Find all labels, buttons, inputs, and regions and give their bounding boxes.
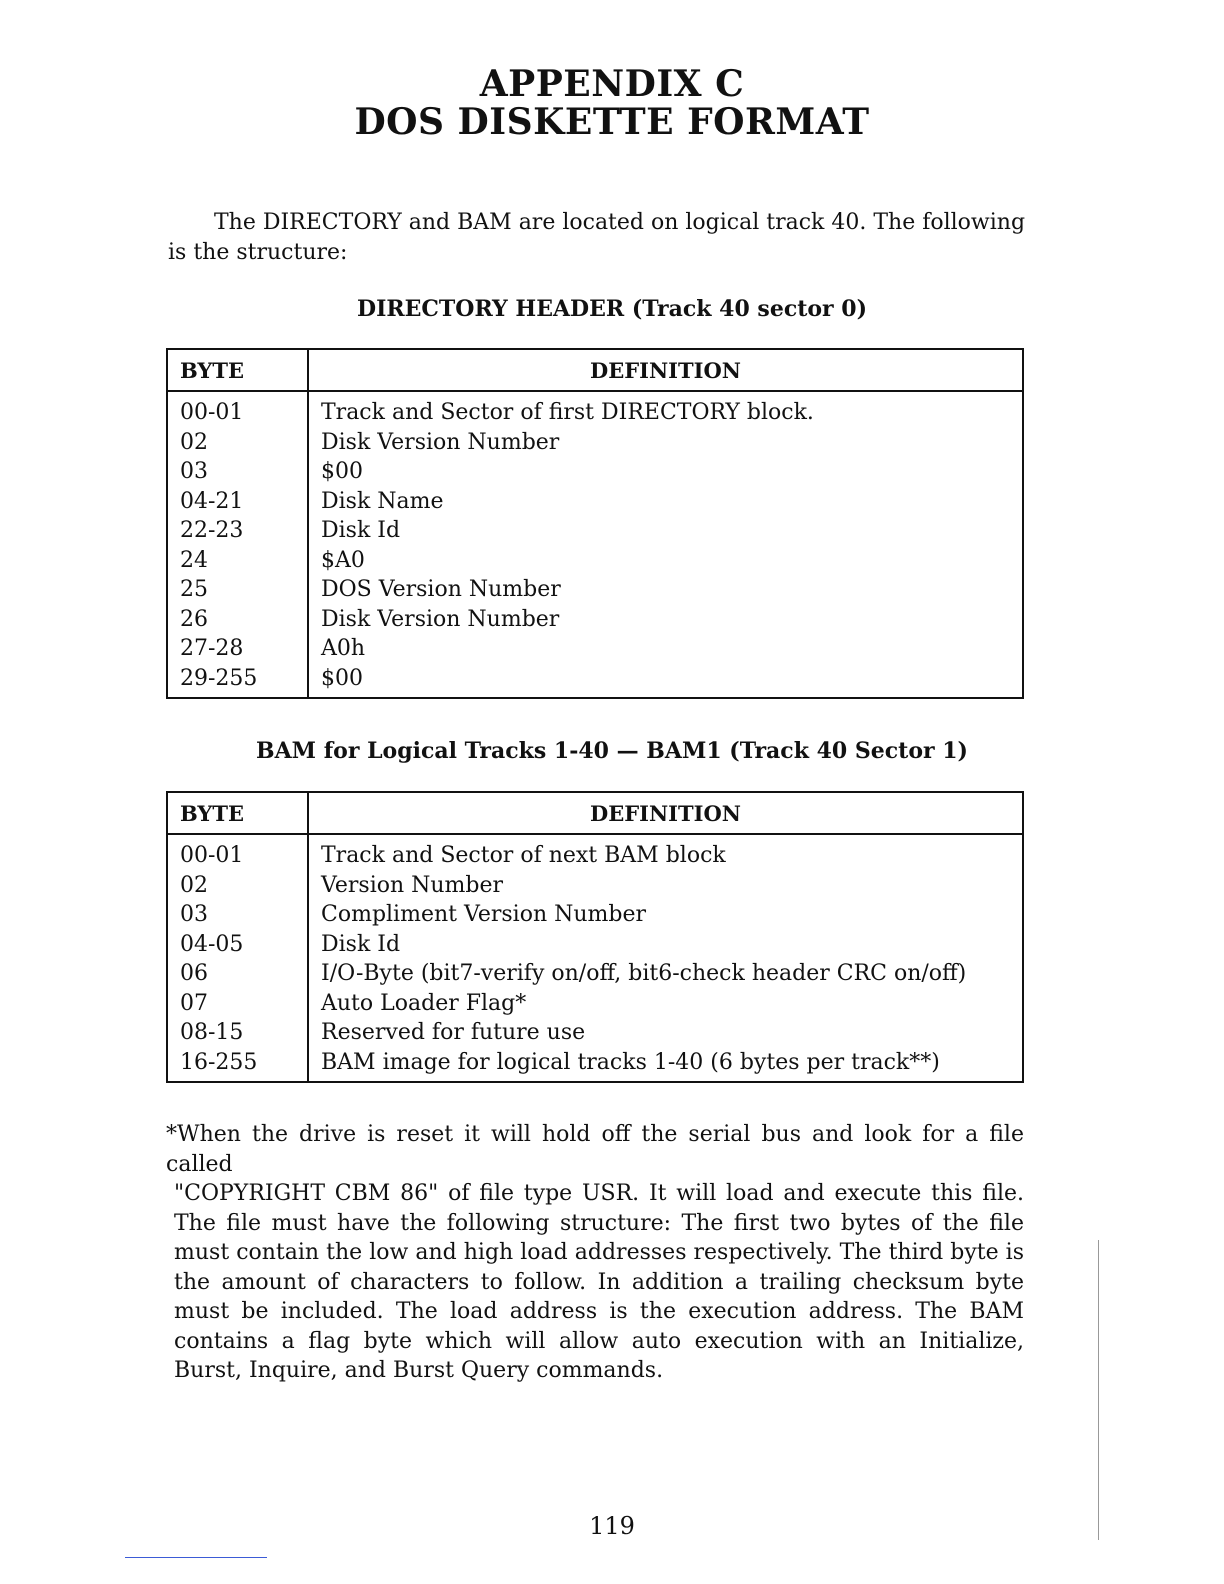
byte-cell: 02	[180, 872, 208, 898]
directory-header-caption: DIRECTORY HEADER (Track 40 sector 0)	[356, 296, 868, 322]
column-header-byte: BYTE	[167, 792, 308, 834]
definition-cell: Track and Sector of next BAM block	[308, 834, 1023, 871]
definition-cell: Compliment Version Number	[308, 900, 1023, 930]
scan-edge-line	[125, 1557, 267, 1558]
byte-cell: 27-28	[180, 636, 244, 662]
table-row	[167, 664, 1023, 699]
byte-cell: 16-255	[180, 1049, 258, 1075]
table-row	[167, 487, 1023, 517]
definition-cell: $A0	[308, 546, 1023, 576]
table-row	[167, 871, 1023, 901]
intro-paragraph: The DIRECTORY and BAM are located on logical track 40. The following is the structure:	[168, 210, 1026, 265]
byte-cell: 22-23	[180, 518, 244, 544]
byte-cell: 04-05	[180, 931, 244, 957]
table-row	[167, 457, 1023, 487]
table-row	[167, 634, 1023, 664]
byte-cell: 07	[180, 990, 208, 1016]
definition-cell: Disk Version Number	[308, 428, 1023, 458]
definition-cell: $00	[308, 664, 1023, 699]
table-row	[167, 834, 1023, 871]
byte-cell: 00-01	[180, 400, 244, 426]
byte-cell: 03	[180, 902, 208, 928]
column-header-definition: DEFINITION	[308, 349, 1023, 391]
table-row	[167, 605, 1023, 635]
table-row	[167, 930, 1023, 960]
definition-cell: BAM image for logical tracks 1-40 (6 bytes per track**)	[308, 1048, 1023, 1083]
byte-cell: 04-21	[180, 488, 244, 514]
directory-header-table	[166, 348, 1024, 699]
definition-cell: Auto Loader Flag*	[308, 989, 1023, 1019]
table-row	[167, 959, 1023, 989]
footnote-marker: *	[166, 1122, 177, 1147]
definition-cell: DOS Version Number	[308, 575, 1023, 605]
table-row	[167, 428, 1023, 458]
table-header-row	[167, 349, 1023, 391]
table-row	[167, 546, 1023, 576]
table-row	[167, 391, 1023, 428]
byte-cell: 25	[180, 577, 208, 603]
definition-cell: I/O-Byte (bit7-verify on/off, bit6-check header CRC on/off)	[308, 959, 1023, 989]
byte-cell: 08-15	[180, 1020, 244, 1046]
table-row	[167, 900, 1023, 930]
definition-cell: Disk Id	[308, 516, 1023, 546]
page-number: 119	[589, 1512, 635, 1540]
scan-margin-line	[1098, 1240, 1099, 1540]
appendix-title: APPENDIX C	[479, 63, 745, 105]
definition-cell: Disk Name	[308, 487, 1023, 517]
byte-cell: 02	[180, 429, 208, 455]
byte-cell: 00-01	[180, 843, 244, 869]
byte-cell: 03	[180, 459, 208, 485]
table-row	[167, 1018, 1023, 1048]
table-header-row	[167, 792, 1023, 834]
definition-cell: Disk Id	[308, 930, 1023, 960]
column-header-definition: DEFINITION	[308, 792, 1023, 834]
table-row	[167, 1048, 1023, 1083]
bam-caption: BAM for Logical Tracks 1-40 — BAM1 (Track 40 Sector 1)	[256, 738, 968, 764]
table-row	[167, 516, 1023, 546]
footnote-paragraph	[166, 1120, 1024, 1386]
table-row	[167, 989, 1023, 1019]
definition-cell: Reserved for future use	[308, 1018, 1023, 1048]
byte-cell: 29-255	[180, 665, 258, 691]
table-row	[167, 575, 1023, 605]
definition-cell: Disk Version Number	[308, 605, 1023, 635]
footnote-body: "COPYRIGHT CBM 86" of file type USR. It will load and execute this file. The file must have the following structure: The first two bytes of the file must contain the low and high load addresses respectively. The third byte is the amount of characters to follow. In addition a trailing checksum byte must be included. The load address is the execution address. The BAM contains a flag byte which will allow auto execution with an Initialize, Burst, Inquire, and Burst Query commands.	[174, 1181, 1024, 1383]
definition-cell: $00	[308, 457, 1023, 487]
bam-table	[166, 791, 1024, 1083]
appendix-subtitle: DOS DISKETTE FORMAT	[354, 101, 870, 143]
byte-cell: 26	[180, 606, 208, 632]
footnote-first-line: When the drive is reset it will hold off the serial bus and look for a file called	[166, 1122, 1024, 1177]
column-header-byte: BYTE	[167, 349, 308, 391]
definition-cell: Track and Sector of first DIRECTORY block.	[308, 391, 1023, 428]
byte-cell: 06	[180, 961, 208, 987]
definition-cell: Version Number	[308, 871, 1023, 901]
definition-cell: A0h	[308, 634, 1023, 664]
byte-cell: 24	[180, 547, 208, 573]
